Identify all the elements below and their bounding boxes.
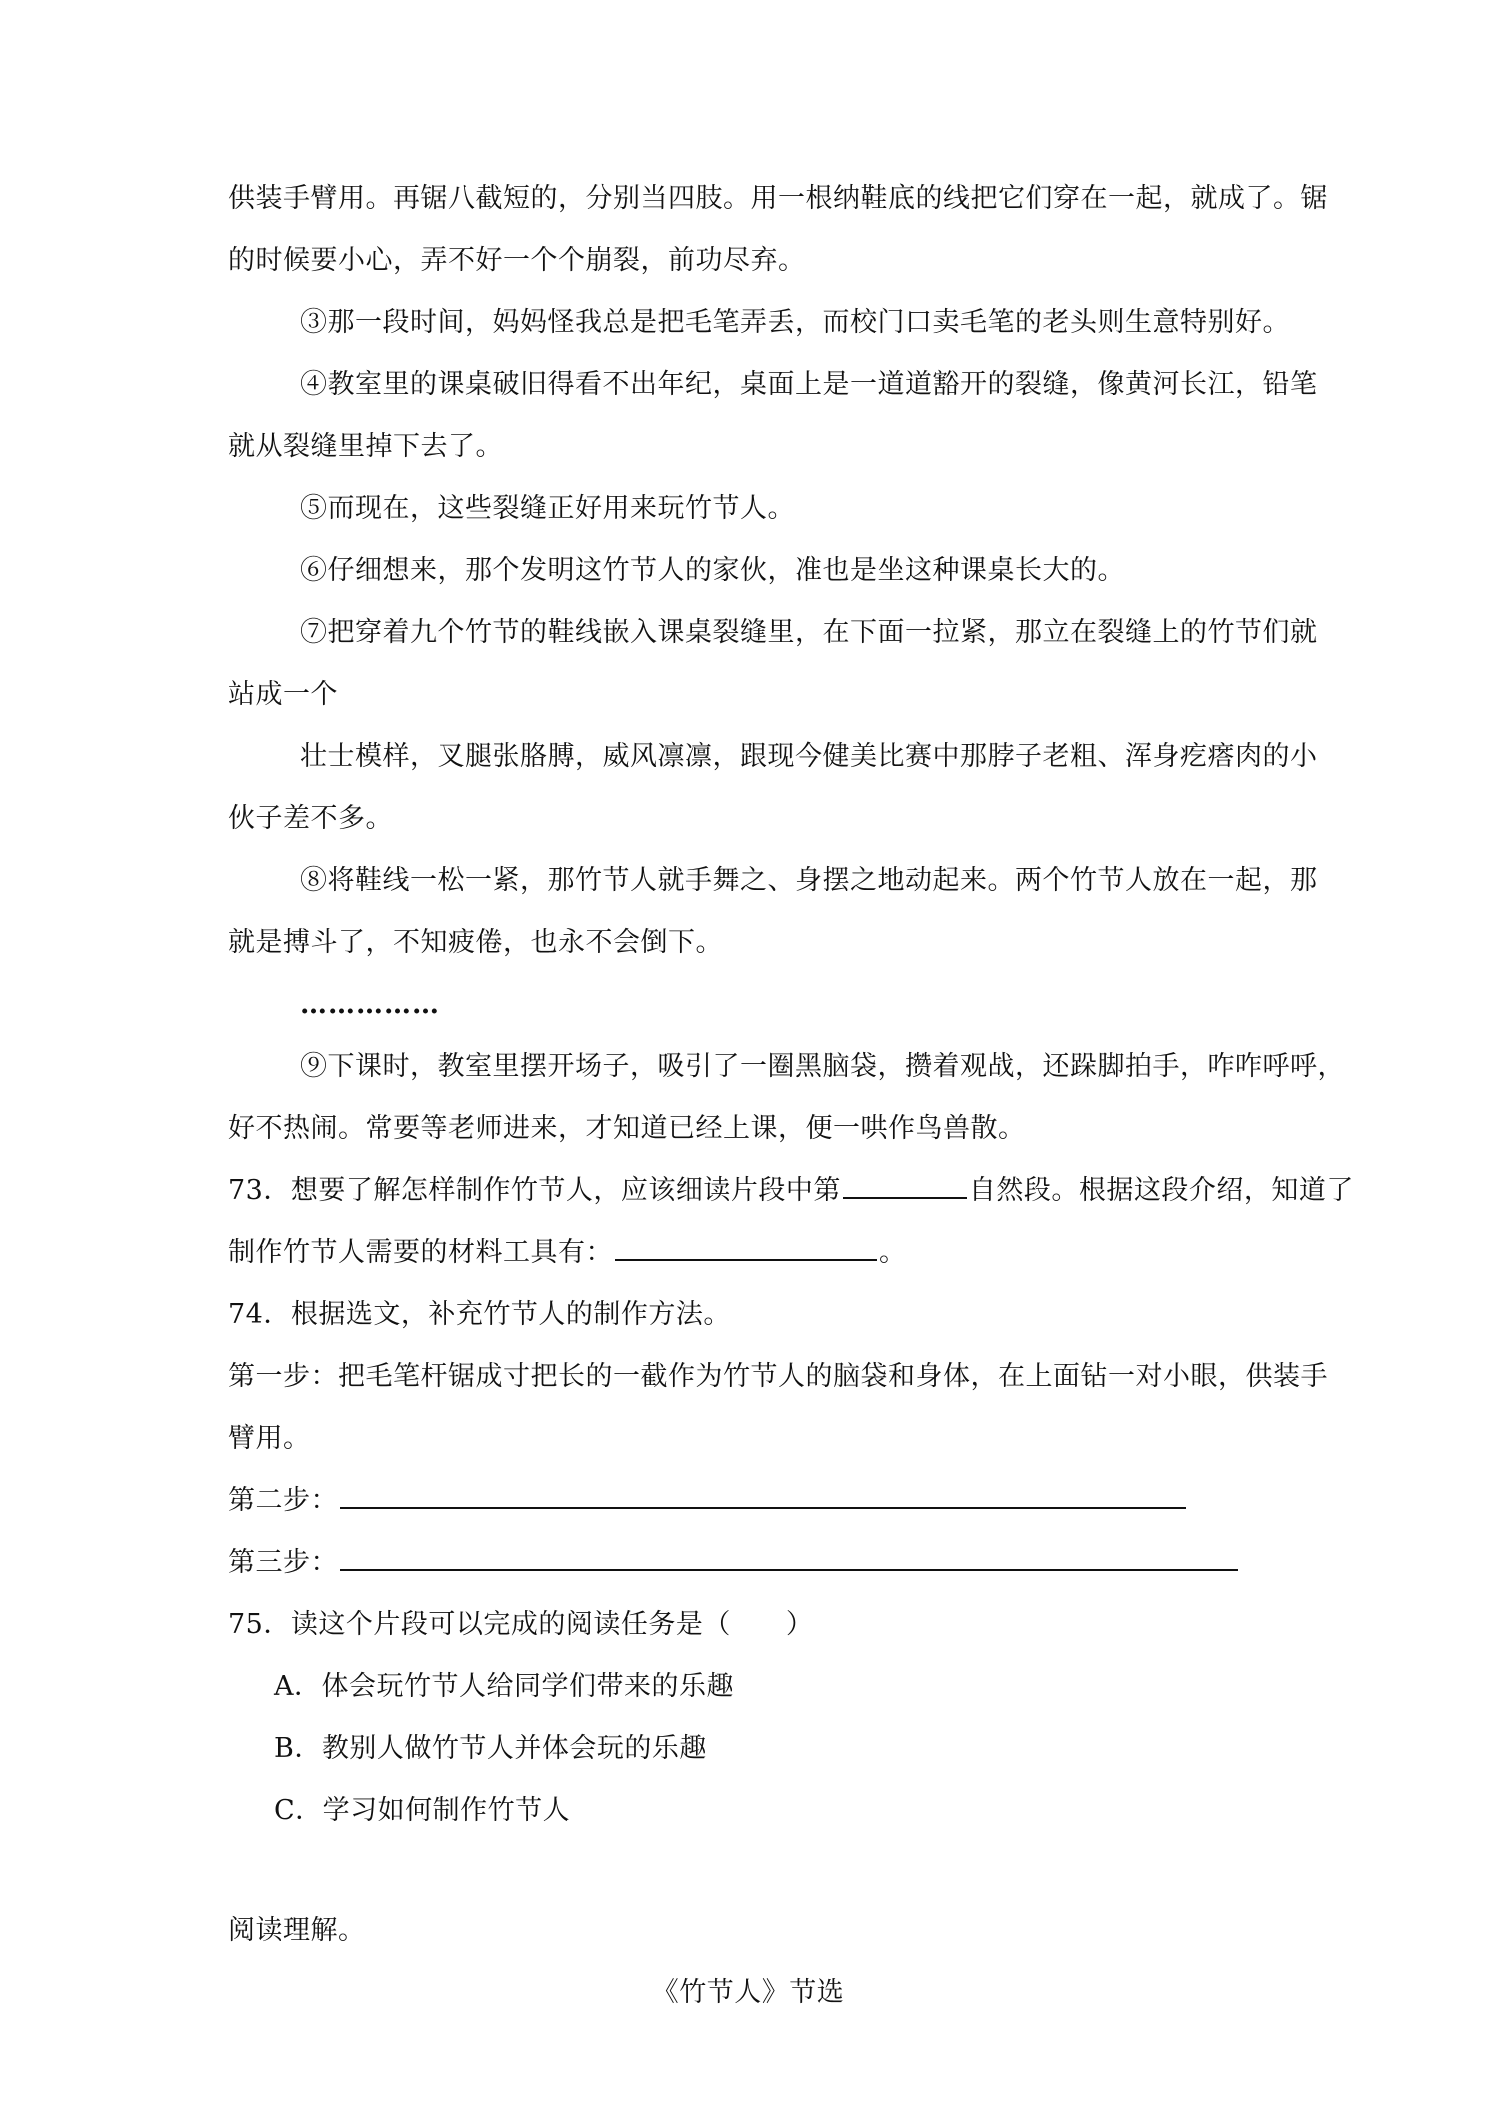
step-2: [228, 1470, 1268, 1532]
paragraph-9: ⑨下课时，教室里摆开场子，吸引了一圈黑脑袋，攒着观战，还跺脚拍手，咋咋呼呼，: [300, 1051, 1345, 1082]
passage-line: 就是搏斗了，不知疲倦，也永不会倒下。: [228, 927, 723, 958]
option-b[interactable]: B．教别人做竹节人并体会玩的乐趣: [274, 1733, 707, 1764]
paragraph-8: ⑧将鞋线一松一紧，那竹节人就手舞之、身摆之地动起来。两个竹节人放在一起，那: [300, 865, 1318, 896]
step-3: [228, 1532, 1268, 1594]
option-a[interactable]: A．体会玩竹节人给同学们带来的乐趣: [274, 1671, 734, 1702]
answer-blank-step-3[interactable]: [340, 1543, 1238, 1571]
step-2-label: 第二步：: [228, 1485, 338, 1516]
document-page: [228, 168, 1354, 2024]
passage-line: 站成一个: [228, 679, 338, 710]
step-3-label: 第三步：: [228, 1547, 338, 1578]
paragraph-7: ⑦把穿着九个竹节的鞋线嵌入课桌裂缝里，在下面一拉紧，那立在裂缝上的竹节们就: [300, 617, 1318, 648]
step-1-continued: 臂用。: [228, 1423, 311, 1454]
passage-line: 供装手臂用。再锯八截短的，分别当四肢。用一根纳鞋底的线把它们穿在一起，就成了。锯: [228, 183, 1328, 214]
paragraph-6: ⑥仔细想来，那个发明这竹节人的家伙，准也是坐这种课桌长大的。: [300, 555, 1125, 586]
question-73-text-2: 自然段。根据这段介绍，知道了: [968, 1175, 1354, 1206]
question-74: 74．根据选文，补充竹节人的制作方法。: [228, 1299, 731, 1330]
question-75: 75．读这个片段可以完成的阅读任务是（ ）: [228, 1609, 814, 1640]
paragraph-4: ④教室里的课桌破旧得看不出年纪，桌面上是一道道豁开的裂缝，像黄河长江，铅笔: [300, 369, 1318, 400]
step-1: 第一步：把毛笔杆锯成寸把长的一截作为竹节人的脑袋和身体，在上面钻一对小眼，供装手: [228, 1361, 1328, 1392]
paragraph-7-continued: 壮士模样，叉腿张胳膊，威风凛凛，跟现今健美比赛中那脖子老粗、浑身疙瘩肉的小: [300, 741, 1318, 772]
question-73-text: 73．想要了解怎样制作竹节人，应该细读片段中第: [228, 1175, 841, 1206]
paragraph-5: ⑤而现在，这些裂缝正好用来玩竹节人。: [300, 493, 795, 524]
passage-line: 好不热闹。常要等老师进来，才知道已经上课，便一哄作鸟兽散。: [228, 1113, 1026, 1144]
question-73-period: 。: [879, 1237, 907, 1268]
paragraph-3: ③那一段时间，妈妈怪我总是把毛笔弄丢，而校门口卖毛笔的老头则生意特别好。: [300, 307, 1290, 338]
spacer: [228, 1842, 1268, 1900]
passage-line: 的时候要小心，弄不好一个个崩裂，前功尽弃。: [228, 245, 806, 276]
section-title: 《竹节人》节选: [651, 1977, 845, 2008]
section-heading: 阅读理解。: [228, 1915, 366, 1946]
passage-line: 就从裂缝里掉下去了。: [228, 431, 503, 462]
question-73: [228, 1160, 1354, 1222]
answer-blank-materials[interactable]: [615, 1233, 877, 1261]
answer-blank-paragraph[interactable]: [843, 1171, 967, 1199]
option-c[interactable]: C．学习如何制作竹节人: [274, 1795, 571, 1826]
passage-line: 伙子差不多。: [228, 803, 393, 834]
question-73-materials: 制作竹节人需要的材料工具有：: [228, 1237, 613, 1268]
question-73-line-2: [228, 1222, 1268, 1284]
answer-blank-step-2[interactable]: [340, 1481, 1186, 1509]
ellipsis: ……………: [300, 989, 440, 1020]
